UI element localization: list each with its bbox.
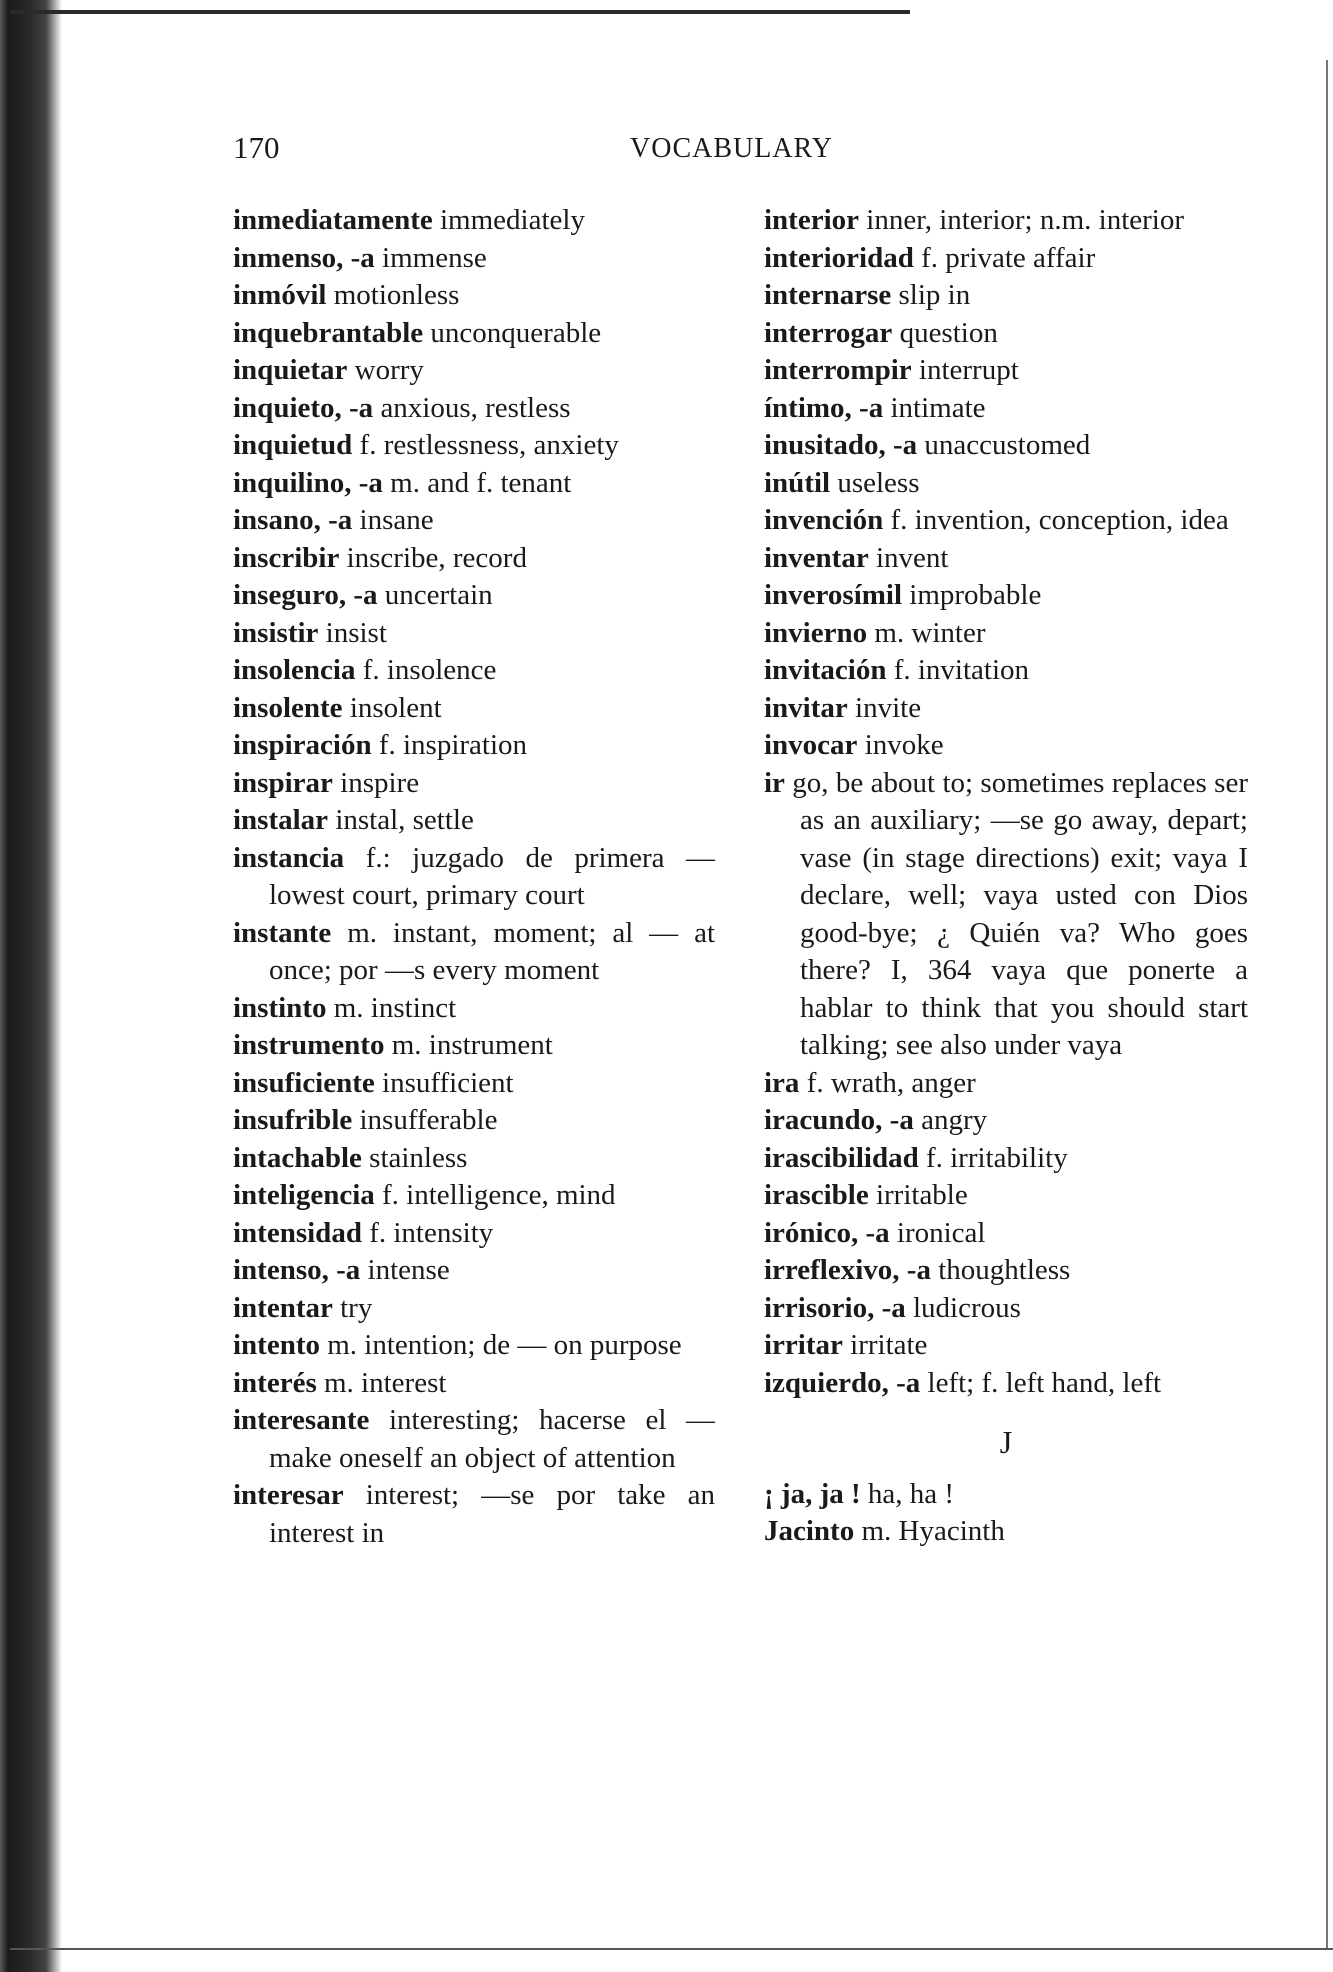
headword: insistir (233, 616, 319, 649)
dictionary-entry (764, 352, 1248, 390)
dictionary-entry (233, 1365, 715, 1403)
headword: inquilino, -a (233, 466, 383, 499)
headword: inmóvil (233, 279, 327, 311)
headword: instancia (233, 841, 345, 874)
definition: anxious, restless (373, 391, 571, 424)
headword: inseguro, -a (233, 579, 378, 611)
definition: interest; —se por take an interest in (269, 1479, 715, 1549)
headword: insolente (233, 691, 343, 724)
definition: f. intensity (361, 1216, 494, 1249)
dictionary-entry (233, 240, 715, 278)
headword: inverosímil (764, 579, 903, 611)
dictionary-entry (233, 1327, 715, 1365)
headword: insolencia (233, 654, 356, 686)
dictionary-entry (233, 652, 715, 690)
headword: Jacinto (764, 1515, 855, 1547)
definition: m. instinct (326, 991, 457, 1024)
dictionary-entry (764, 615, 1248, 653)
headword: irónico, -a (764, 1216, 890, 1249)
dictionary-entry (233, 390, 715, 428)
headword: inusitado, -a (764, 429, 918, 461)
definition: intense (360, 1254, 450, 1286)
headword: invención (764, 504, 884, 536)
dictionary-entry (233, 502, 715, 540)
running-head: VOCABULARY (630, 133, 833, 164)
dictionary-entry (764, 540, 1248, 578)
dictionary-entry (233, 1215, 715, 1253)
dictionary-entry (764, 652, 1248, 690)
definition: f. restlessness, anxiety (352, 429, 619, 461)
headword: inspiración (233, 729, 372, 761)
headword: inútil (764, 466, 831, 499)
dictionary-entry (233, 1102, 715, 1140)
definition: angry (913, 1104, 988, 1136)
dictionary-entry (233, 465, 715, 503)
book-spine-shadow (0, 0, 62, 1972)
definition: f. intelligence, mind (374, 1179, 616, 1211)
dictionary-entry (233, 540, 715, 578)
definition: f.: juzgado de primera — lowest court, primary court (269, 841, 715, 911)
dictionary-entry (233, 840, 715, 915)
headword: interior (764, 204, 860, 236)
definition: slip in (891, 279, 971, 311)
definition: inscribe, record (339, 541, 527, 574)
headword: inscribir (233, 541, 340, 574)
headword: insano, -a (233, 504, 353, 536)
left-column (233, 202, 715, 1552)
dictionary-entry (233, 1027, 715, 1065)
definition: f. wrath, anger (799, 1066, 976, 1099)
dictionary-entry (233, 577, 715, 615)
dictionary-entry (233, 1140, 715, 1178)
dictionary-entry (764, 1177, 1248, 1215)
headword: instinto (233, 991, 327, 1024)
headword: interés (233, 1366, 317, 1399)
headword: irritar (764, 1329, 843, 1361)
headword: irreflexivo, -a (764, 1254, 931, 1286)
definition: f. invitation (886, 654, 1030, 686)
definition: ludicrous (905, 1291, 1021, 1324)
definition: instal, settle (328, 804, 474, 836)
definition: invent (868, 541, 949, 574)
headword: instante (233, 916, 332, 949)
dictionary-entry (764, 1327, 1248, 1365)
definition: unaccustomed (917, 429, 1091, 461)
dictionary-entry (764, 727, 1248, 765)
headword: ¡ ja, ja ! (764, 1477, 861, 1510)
definition: insist (318, 616, 387, 649)
scan-right-edge (1326, 60, 1328, 1950)
headword: instrumento (233, 1029, 385, 1061)
headword: intensidad (233, 1216, 362, 1249)
dictionary-entry (764, 1290, 1248, 1328)
dictionary-entry (233, 990, 715, 1028)
dictionary-entry (233, 1402, 715, 1477)
definition: m. instant, moment; al — at once; por —s every moment (269, 916, 715, 986)
headword: interrogar (764, 316, 893, 349)
headword: invierno (764, 616, 868, 649)
headword: inquietar (233, 354, 348, 386)
headword: inmenso, -a (233, 241, 375, 274)
dictionary-entry (764, 765, 1248, 1065)
dictionary-entry (233, 1065, 715, 1103)
definition: try (332, 1291, 373, 1324)
dictionary-entry (233, 615, 715, 653)
headword: ir (764, 766, 785, 799)
dictionary-entry (764, 240, 1248, 278)
headword: intachable (233, 1141, 362, 1174)
definition: m. winter (867, 616, 986, 649)
scan-top-edge (10, 10, 910, 14)
dictionary-entry (764, 1215, 1248, 1253)
dictionary-entry (764, 502, 1248, 540)
headword: interrompir (764, 354, 912, 386)
dictionary-entry (764, 1140, 1248, 1178)
dictionary-entry (233, 690, 715, 728)
scan-bottom-edge (10, 1948, 1333, 1950)
dictionary-entry (233, 765, 715, 803)
definition: m. intention; de — on purpose (320, 1329, 682, 1361)
headword: íntimo, -a (764, 391, 884, 424)
definition: f. private affair (913, 241, 1096, 274)
headword: instalar (233, 804, 329, 836)
headword: inventar (764, 541, 869, 574)
definition: m. and f. tenant (382, 466, 572, 499)
definition: left; f. left hand, left (920, 1366, 1162, 1399)
dictionary-entry (233, 202, 715, 240)
definition: inner, interior; n.m. interior (859, 204, 1185, 236)
dictionary-entry (764, 1065, 1248, 1103)
definition: ha, ha ! (860, 1477, 955, 1510)
headword: irascibilidad (764, 1141, 919, 1174)
dictionary-entry (233, 1252, 715, 1290)
definition: worry (347, 354, 424, 386)
dictionary-entry (233, 1477, 715, 1552)
dictionary-entry (233, 277, 715, 315)
dictionary-entry (233, 1290, 715, 1328)
section-letter: J (999, 1424, 1013, 1460)
headword: interesante (233, 1404, 370, 1436)
headword: inquebrantable (233, 316, 424, 349)
definition: f. insolence (355, 654, 497, 686)
headword: inquieto, -a (233, 391, 374, 424)
definition: uncertain (377, 579, 493, 611)
dictionary-entry (764, 1102, 1248, 1140)
definition: inspire (332, 766, 420, 799)
headword: intento (233, 1329, 320, 1361)
definition: immense (374, 241, 487, 274)
dictionary-entry (233, 802, 715, 840)
definition: insolent (342, 691, 442, 724)
definition: insufficient (374, 1066, 514, 1099)
definition: irritable (868, 1179, 968, 1211)
definition: thoughtless (930, 1254, 1071, 1286)
headword: irascible (764, 1179, 869, 1211)
definition: f. invention, conception, idea (883, 504, 1229, 536)
dictionary-entry (764, 577, 1248, 615)
headword: insufrible (233, 1104, 353, 1136)
definition: intimate (883, 391, 986, 424)
definition: unconquerable (423, 316, 602, 349)
definition: invite (847, 691, 922, 724)
definition: m. interest (316, 1366, 447, 1399)
dictionary-entry (764, 690, 1248, 728)
dictionary-entry (764, 315, 1248, 353)
definition: f. inspiration (371, 729, 528, 761)
dictionary-entry (764, 427, 1248, 465)
dictionary-entry (764, 1513, 1248, 1551)
dictionary-entry (233, 427, 715, 465)
headword: invocar (764, 729, 858, 761)
headword: inmediatamente (233, 204, 433, 236)
dictionary-entry (233, 1177, 715, 1215)
definition: useless (830, 466, 920, 499)
right-column (764, 202, 1248, 1551)
headword: internarse (764, 279, 892, 311)
definition: motionless (326, 279, 460, 311)
headword: izquierdo, -a (764, 1366, 921, 1399)
definition: improbable (902, 579, 1042, 611)
headword: irrisorio, -a (764, 1291, 906, 1324)
definition: m. instrument (384, 1029, 553, 1061)
definition: invoke (857, 729, 944, 761)
definition: ironical (889, 1216, 986, 1249)
dictionary-entry (764, 1476, 1248, 1514)
headword: intentar (233, 1291, 333, 1324)
page-number: 170 (233, 130, 280, 165)
definition: insufferable (352, 1104, 498, 1136)
dictionary-entry (233, 915, 715, 990)
headword: ira (764, 1066, 800, 1099)
headword: intenso, -a (233, 1254, 361, 1286)
definition: irritate (842, 1329, 928, 1361)
definition: f. irritability (918, 1141, 1068, 1174)
dictionary-entry (233, 352, 715, 390)
definition: question (892, 316, 998, 349)
dictionary-entry (233, 727, 715, 765)
headword: insuficiente (233, 1066, 375, 1099)
headword: interioridad (764, 241, 914, 274)
definition: interrupt (911, 354, 1019, 386)
definition: m. Hyacinth (854, 1515, 1005, 1547)
headword: inteligencia (233, 1179, 375, 1211)
headword: invitación (764, 654, 887, 686)
dictionary-entry (764, 465, 1248, 503)
headword: invitar (764, 691, 848, 724)
headword: interesar (233, 1479, 344, 1511)
definition: insane (352, 504, 434, 536)
definition: go, be about to; sometimes replaces ser as an auxiliary; —se go away, depart; vase (in stage directions) exit; vaya I declare, well; vaya usted con Dios good-bye; ¿ Quién va? Who goes there? I, 364 vaya que ponerte a hablar to think that you should start talking; see also under vaya (784, 766, 1248, 1061)
dictionary-entry (764, 277, 1248, 315)
dictionary-entry (764, 1365, 1248, 1403)
dictionary-entry (233, 315, 715, 353)
headword: inspirar (233, 766, 333, 799)
definition: interesting; hacerse el — make oneself an object of attention (269, 1404, 715, 1474)
headword: inquietud (233, 429, 353, 461)
definition: stainless (361, 1141, 468, 1174)
headword: iracundo, -a (764, 1104, 914, 1136)
dictionary-entry (764, 390, 1248, 428)
definition: immediately (432, 204, 585, 236)
dictionary-entry (764, 1252, 1248, 1290)
dictionary-entry (764, 202, 1248, 240)
